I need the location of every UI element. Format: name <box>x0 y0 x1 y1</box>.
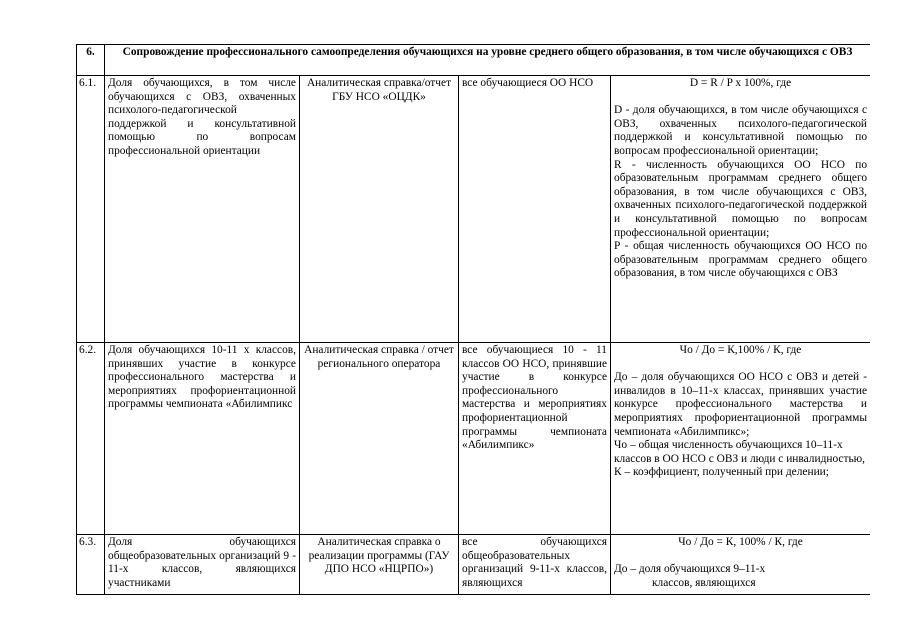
formula-cell <box>611 76 871 343</box>
table-row <box>77 535 871 595</box>
scope-cell: все обучающиеся 10 - 11 классов ОО НСО, принявшие участие в конкурсе профессионального мастерства и мероприятиях профориентационной программы чемпионата «Абилимпикс» <box>459 343 611 535</box>
section-number: 6. <box>77 45 105 76</box>
formula-title: Чо / До = К, 100% / К, где <box>678 536 803 548</box>
formula-line: До – доля обучающихся ОО НСО с ОВЗ и детей - инвалидов в 10–11-х классах, принявших участие конкурсе профессионального мастерства и мероприятиях профориентационной программы чемпионата «Абилимпикс»; <box>614 371 868 438</box>
formula-line <box>614 358 867 372</box>
source-cell: Аналитическая справка о реализации программы (ГАУ ДПО НСО «НЦРПО») <box>300 535 459 595</box>
row-number: 6.2. <box>77 343 105 535</box>
section-title: Сопровождение профессионального самоопределения обучающихся на уровне среднего общего образования, в том числе обучающихся с ОВЗ <box>105 45 871 76</box>
formula-line: До – доля обучающихся 9–11-х <box>614 563 766 576</box>
formula-line: Чо – общая численность обучающихся 10–11-х <box>614 439 843 452</box>
formula-title: Чо / До = К,100% / К, где <box>679 344 802 356</box>
source-cell: Аналитическая справка / отчет регионального оператора <box>300 343 459 535</box>
formula-title: D = R / P x 100%, где <box>689 77 792 89</box>
formula-line: классов, являющихся <box>652 576 756 589</box>
indicator-cell: Доля обучающихся 10-11 х классов, принявших участие в конкурсе профессионального мастерства и мероприятиях профориентационной программы чемпионата «Абилимпикс <box>105 343 300 535</box>
formula-line: К – коэффициент, полученный при делении; <box>614 466 829 479</box>
formula-cell <box>611 535 871 595</box>
scope-cell: все обучающихся общеобразовательных организаций 9-11-х классов, являющихся <box>459 535 611 595</box>
section-header-row <box>77 45 871 76</box>
formula-line: P - общая численность обучающихся ОО НСО по образовательным программам среднего общего образования, в том числе обучающихся с ОВЗ <box>614 240 868 280</box>
formula-line <box>614 550 867 564</box>
table-row <box>77 343 871 535</box>
scope-cell: все обучающиеся ОО НСО <box>459 76 611 343</box>
row-number: 6.1. <box>77 76 105 343</box>
indicators-table <box>76 44 870 595</box>
formula-line <box>614 91 867 105</box>
source-cell: Аналитическая справка/отчет ГБУ НСО «ОЦДК» <box>300 76 459 343</box>
formula-cell <box>611 343 871 535</box>
formula-line: классов в ОО НСО с ОВЗ и люди с инвалидностью, <box>614 452 866 465</box>
formula-line: R - численность обучающихся ОО НСО по образовательным программам среднего общего образования, в том числе обучающихся с ОВЗ, охваченных психолого-педагогической поддержкой и консультативной помощью по вопросам профессиональной ориентации; <box>614 158 868 239</box>
indicator-cell: Доля обучающихся, в том числе обучающихся с ОВЗ, охваченных психолого-педагогической поддержкой и консультативной помощью по вопросам профессиональной ориентации <box>105 76 300 343</box>
document-page <box>76 44 870 597</box>
row-number: 6.3. <box>77 535 105 595</box>
table-row <box>77 76 871 343</box>
formula-line: D - доля обучающихся, в том числе обучающихся с ОВЗ, охваченных психолого-педагогической поддержкой и консультативной помощью по вопросам профессиональной ориентации; <box>614 104 868 157</box>
indicator-cell: Доля обучающихся общеобразовательных организаций 9 - 11-х классов, являющихся участниками <box>105 535 300 595</box>
